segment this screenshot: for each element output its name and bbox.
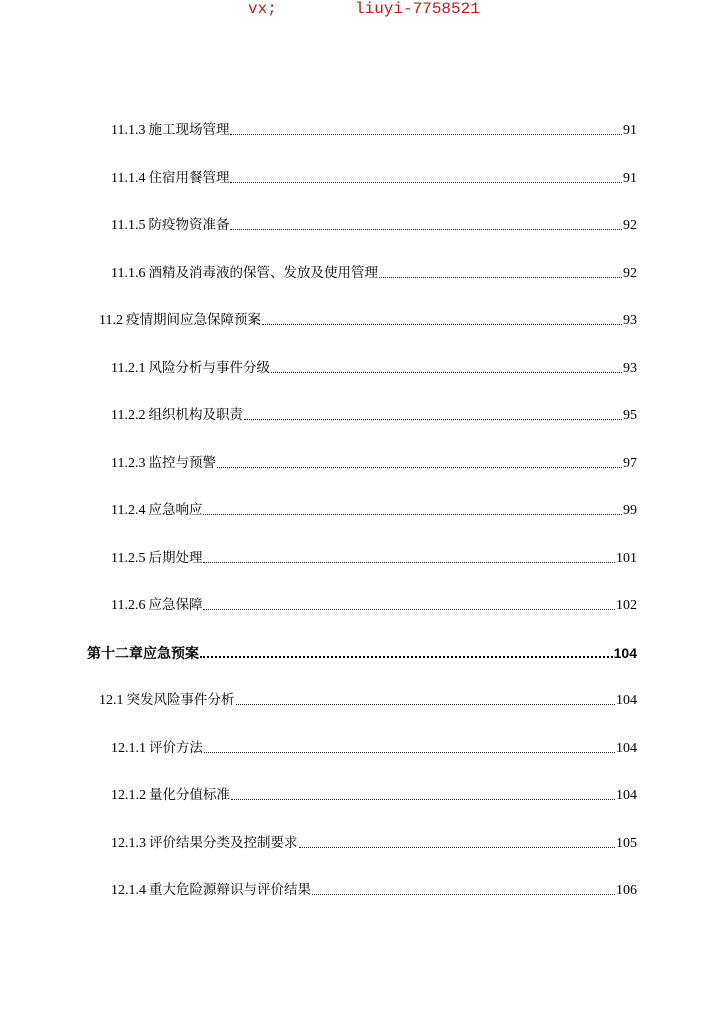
toc-entry-title: 应急预案 [143, 646, 199, 662]
toc-dot-leader [230, 123, 622, 137]
toc-entry-title: 评价结果分类及控制要求 [149, 835, 298, 851]
toc-dot-leader [204, 741, 615, 755]
toc-dot-leader [312, 883, 615, 897]
toc-entry-title: 住宿用餐管理 [148, 170, 230, 186]
toc-dot-leader [217, 456, 622, 470]
watermark-text-vx: vx; [248, 0, 277, 18]
toc-entry-title: 突发风险事件分析 [126, 692, 235, 708]
toc-entry-title: 酒精及消毒液的保管、发放及使用管理 [148, 265, 378, 281]
toc-entry[interactable] [111, 214, 637, 236]
toc-dot-leader [262, 313, 622, 327]
toc-entry[interactable] [111, 879, 637, 901]
toc-entry[interactable] [111, 357, 637, 379]
toc-entry-number: 11.2 [99, 313, 123, 328]
toc-entry-number: 12.1.1 [111, 741, 146, 756]
toc-entry-number: 12.1.2 [111, 788, 146, 803]
toc-entry-page-number: 106 [616, 883, 637, 898]
toc-entry-page-number: 91 [623, 123, 637, 138]
toc-entry-page-number: 102 [616, 598, 637, 613]
toc-entry-number: 11.2.5 [111, 551, 146, 566]
toc-entry[interactable] [99, 689, 637, 711]
toc-entry-page-number: 104 [616, 693, 637, 708]
toc-entry[interactable] [111, 119, 637, 141]
toc-entry-title: 疫情期间应急保障预案 [125, 312, 261, 328]
toc-entry-number: 12.1.4 [111, 883, 146, 898]
toc-entry-number: 11.2.2 [111, 408, 146, 423]
toc-entry[interactable] [99, 309, 637, 331]
toc-entry-number: 11.1.3 [111, 123, 146, 138]
toc-dot-leader [203, 551, 615, 565]
toc-entry-page-number: 92 [623, 218, 637, 233]
toc-entry[interactable] [111, 452, 637, 474]
toc-entry-page-number: 95 [623, 408, 637, 423]
toc-entry-title: 应急保障 [148, 597, 203, 613]
toc-dot-leader [231, 788, 615, 802]
toc-entry-page-number: 91 [623, 171, 637, 186]
toc-entry[interactable] [111, 832, 637, 854]
watermark-text-id: liuyi-7758521 [355, 0, 480, 18]
toc-entry-number: 12.1.3 [111, 836, 146, 851]
toc-dot-leader [236, 693, 616, 707]
toc-entry-number: 第十二章 [87, 645, 143, 661]
toc-entry-number: 11.1.5 [111, 218, 146, 233]
toc-dot-leader [230, 171, 622, 185]
toc-entry-page-number: 93 [623, 313, 637, 328]
toc-entry-title: 应急响应 [148, 502, 203, 518]
toc-dot-leader [244, 408, 622, 422]
toc-entry-number: 11.1.6 [111, 266, 146, 281]
toc-entry-number: 11.2.6 [111, 598, 146, 613]
toc-dot-leader [299, 836, 616, 850]
toc-entry-page-number: 105 [616, 836, 637, 851]
toc-entry-title: 施工现场管理 [148, 122, 230, 138]
toc-entry-title: 风险分析与事件分级 [148, 360, 270, 376]
toc-entry[interactable] [111, 404, 637, 426]
toc-entry-number: 11.2.1 [111, 361, 146, 376]
toc-entry-title: 评价方法 [149, 740, 203, 756]
toc-dot-leader [271, 361, 622, 375]
toc-entry-page-number: 93 [623, 361, 637, 376]
toc-entry[interactable] [111, 737, 637, 759]
toc-entry[interactable] [111, 594, 637, 616]
toc-entry-title: 防疫物资准备 [148, 217, 230, 233]
toc-entry-title: 量化分值标准 [149, 787, 230, 803]
toc-entry-title: 后期处理 [148, 550, 203, 566]
toc-entry[interactable] [111, 262, 637, 284]
toc-entry-number: 12.1 [99, 693, 124, 708]
toc-entry[interactable] [111, 167, 637, 189]
toc-dot-leader [203, 598, 615, 612]
toc-entry-page-number: 104 [616, 788, 637, 803]
toc-entry-page-number: 97 [623, 456, 637, 471]
toc-dot-leader [200, 646, 613, 660]
toc-entry-title: 组织机构及职责 [148, 407, 243, 423]
toc-entry[interactable] [111, 784, 637, 806]
toc-entry-title: 监控与预警 [148, 455, 216, 471]
toc-entry-title: 重大危险源辩识与评价结果 [149, 882, 311, 898]
toc-entry-page-number: 101 [616, 551, 637, 566]
toc-entry-page-number: 99 [623, 503, 637, 518]
toc-entry-page-number: 104 [613, 645, 637, 661]
toc-entry[interactable] [87, 642, 637, 664]
toc-entry-page-number: 104 [616, 741, 637, 756]
toc-dot-leader [203, 503, 622, 517]
toc-entry[interactable] [111, 547, 637, 569]
toc-entry[interactable] [111, 499, 637, 521]
toc-dot-leader [379, 266, 622, 280]
toc-entry-number: 11.1.4 [111, 171, 146, 186]
toc-entry-number: 11.2.3 [111, 456, 146, 471]
toc-entry-number: 11.2.4 [111, 503, 146, 518]
watermark [0, 0, 724, 22]
toc-entry-page-number: 92 [623, 266, 637, 281]
toc-dot-leader [230, 218, 622, 232]
